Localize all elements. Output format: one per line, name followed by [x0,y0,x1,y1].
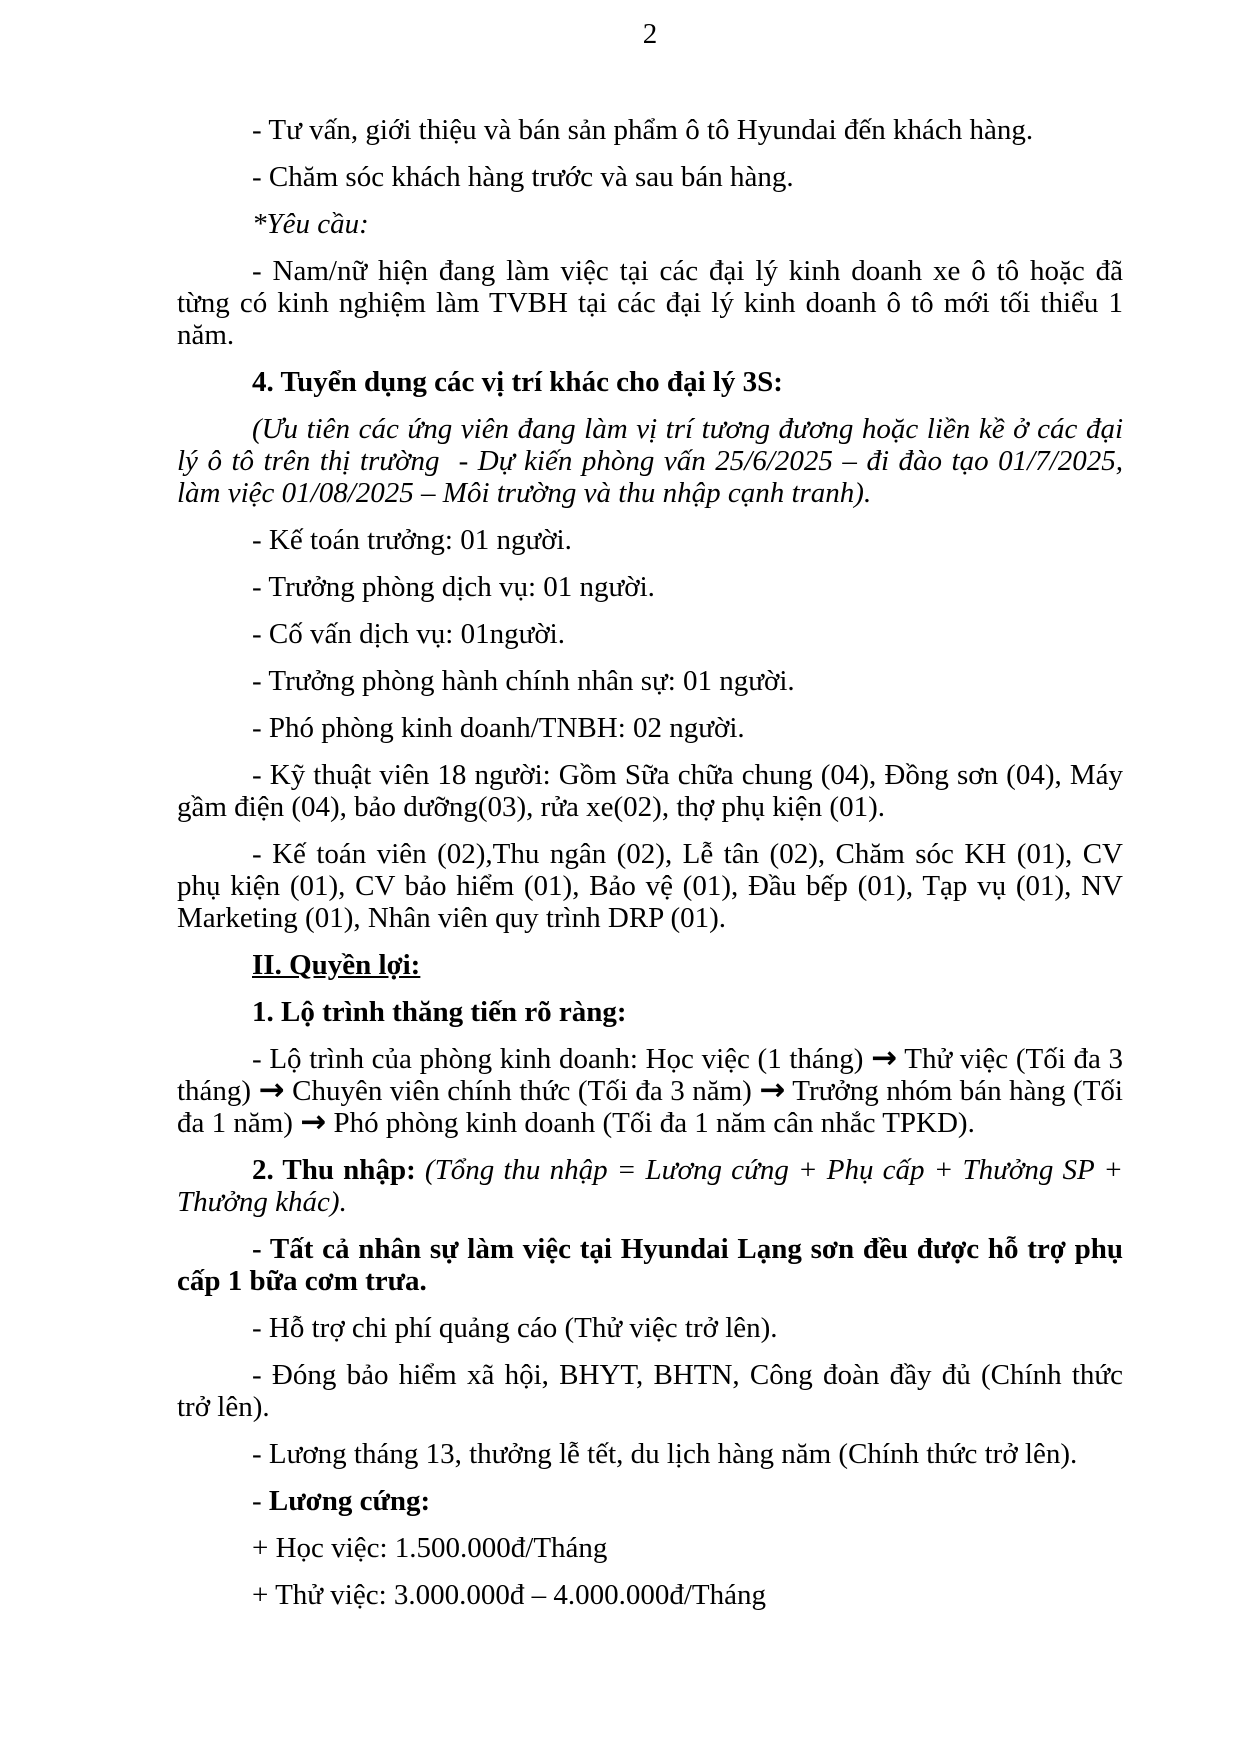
page-number: 2 [642,18,658,50]
para-lo-trinh-phong-kinh-doanh [177,1040,1123,1140]
para-thu-nhap [177,1154,1123,1218]
heading-quyen-loi-label: II. Quyền lợi: [252,949,421,981]
item-bao-hiem: - Đóng bảo hiểm xã hội, BHYT, BHTN, Công đoàn đầy đủ (Chính thức trở lên). [177,1359,1123,1423]
right-arrow-icon: → [300,1104,327,1140]
right-arrow-icon: → [258,1072,285,1108]
text-run: - Lộ trình của phòng kinh doanh: Học việc (1 tháng) [252,1043,872,1075]
item-luong-thang-13: - Lương tháng 13, thưởng lễ tết, du lịch hàng năm (Chính thức trở lên). [252,1438,1078,1470]
para-yeu-cau: *Yêu cầu: [252,208,369,240]
right-arrow-icon: → [759,1072,786,1108]
heading-lo-trinh-thang-tien: 1. Lộ trình thăng tiến rõ ràng: [252,996,627,1028]
para-tu-van: - Tư vấn, giới thiệu và bán sản phẩm ô tô Hyundai đến khách hàng. [252,114,1034,146]
item-pho-phong-kinh-doanh: - Phó phòng kinh doanh/TNBH: 02 người. [252,712,745,744]
para-phu-cap-com-trua: - Tất cả nhân sự làm việc tại Hyundai Lạng sơn đều được hỗ trợ phụ cấp 1 bữa cơm trưa. [177,1233,1123,1297]
item-hoc-viec-luong: + Học việc: 1.500.000đ/Tháng [252,1532,608,1564]
heading-thu-nhap-label: 2. Thu nhập: [252,1154,425,1186]
item-truong-phong-dich-vu: - Trưởng phòng dịch vụ: 01 người. [252,571,655,603]
item-ke-toan-vien: - Kế toán viên (02),Thu ngân (02), Lễ tân (02), Chăm sóc KH (01), CV phụ kiện (01), CV bảo hiểm (01), Bảo vệ (01), Đầu bếp (01), Tạp vụ (01), NV Marketing (01), Nhân viên quy trình DRP (01). [177,838,1123,934]
para-uu-tien: (Ưu tiên các ứng viên đang làm vị trí tương đương hoặc liền kề ở các đại lý ô tô trên thị trường - Dự kiến phòng vấn 25/6/2025 – đi đào tạo 01/7/2025, làm việc 01/08/2025 – Môi trường và thu nhập cạnh tranh). [177,413,1123,509]
para-cham-soc: - Chăm sóc khách hàng trước và sau bán hàng. [252,161,794,193]
item-ke-toan-truong: - Kế toán trưởng: 01 người. [252,524,572,556]
text-run: Thử việc (Tối đa 3 tháng) [177,1043,1123,1107]
item-thu-viec-luong: + Thử việc: 3.000.000đ – 4.000.000đ/Tháng [252,1579,767,1611]
item-luong-cung [177,1485,1123,1517]
text-run: - [252,1485,269,1517]
item-truong-phong-hanh-chinh: - Trưởng phòng hành chính nhân sự: 01 người. [252,665,795,697]
text-run: Phó phòng kinh doanh (Tối đa 1 năm cân nhắc TPKD). [326,1107,975,1139]
heading-tuyen-dung-3s: 4. Tuyển dụng các vị trí khác cho đại lý 3S: [252,366,783,398]
item-ky-thuat-vien: - Kỹ thuật viên 18 người: Gồm Sữa chữa chung (04), Đồng sơn (04), Máy gầm điện (04), bảo dưỡng(03), rửa xe(02), thợ phụ kiện (01). [177,759,1123,823]
text-run: Chuyên viên chính thức (Tối đa 3 năm) [284,1075,760,1107]
item-co-van-dich-vu: - Cố vấn dịch vụ: 01người. [252,618,565,650]
item-ho-tro-quang-cao: - Hỗ trợ chi phí quảng cáo (Thử việc trở lên). [252,1312,778,1344]
para-nam-nu-kinh-nghiem: - Nam/nữ hiện đang làm việc tại các đại lý kinh doanh xe ô tô hoặc đã từng có kinh nghiệm làm TVBH tại các đại lý kinh doanh ô tô mới tối thiểu 1 năm. [177,255,1123,351]
right-arrow-icon: → [871,1040,898,1076]
thu-nhap-formula: (Tổng thu nhập = Lương cứng + Phụ cấp + Thưởng SP + Thưởng khác). [177,1154,1123,1218]
heading-quyen-loi [177,949,1123,981]
text-run: Trưởng nhóm bán hàng (Tối đa 1 năm) [177,1075,1123,1139]
luong-cung-label: Lương cứng: [268,1485,431,1517]
